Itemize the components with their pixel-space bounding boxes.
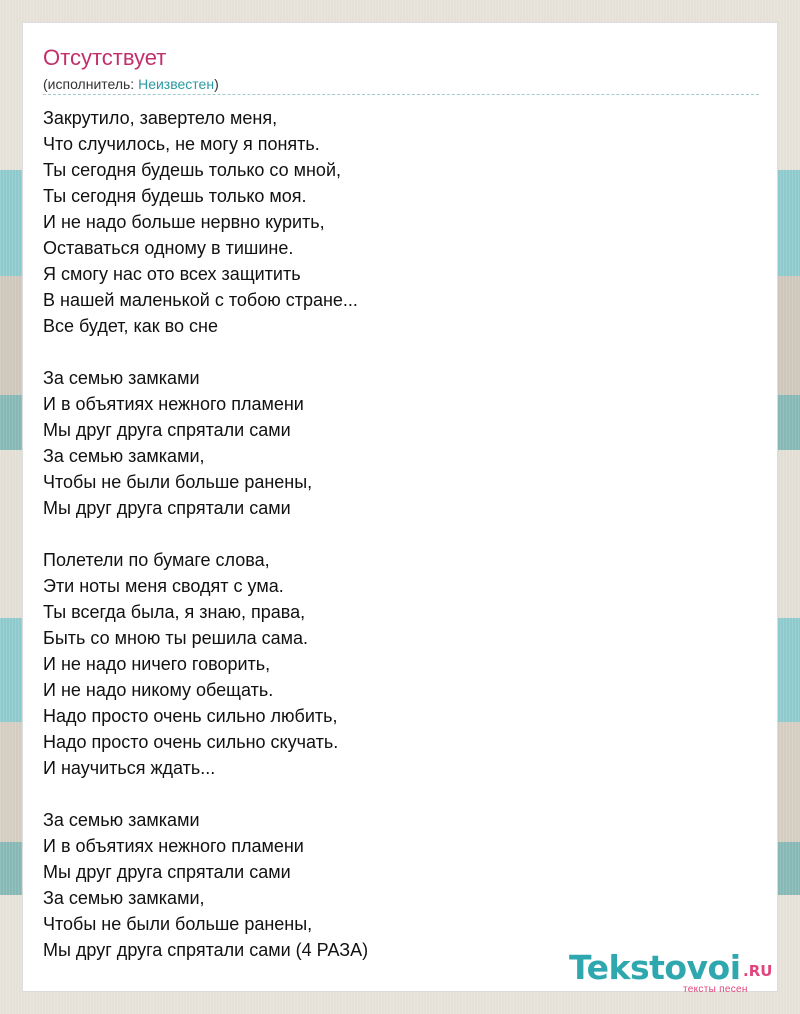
- lyric-line: Что случилось, не могу я понять.: [43, 134, 320, 154]
- lyrics-text: [43, 105, 759, 963]
- lyric-line: Надо просто очень сильно любить,: [43, 706, 338, 726]
- lyric-line: Полетели по бумаге слова,: [43, 550, 270, 570]
- lyric-line: И в объятиях нежного пламени: [43, 836, 304, 856]
- stanza-gap: [43, 781, 759, 807]
- lyric-line: И не надо ничего говорить,: [43, 654, 271, 674]
- stanza-gap: [43, 339, 759, 365]
- song-title: Отсутствует: [43, 45, 167, 70]
- lyric-line: Быть со мною ты решила сама.: [43, 628, 309, 648]
- lyrics-card: [22, 22, 778, 995]
- lyric-line: Надо просто очень сильно скучать.: [43, 732, 339, 752]
- lyric-line: Оставаться одному в тишине.: [43, 238, 294, 258]
- artist-line: [43, 75, 219, 93]
- logo-tagline: тексты песен: [683, 984, 748, 995]
- lyric-line: Закрутило, завертело меня,: [43, 108, 278, 128]
- lyric-line: Ты всегда была, я знаю, права,: [43, 602, 306, 622]
- lyric-line: Мы друг друга спрятали сами: [43, 498, 291, 518]
- lyric-line: Мы друг друга спрятали сами: [43, 420, 291, 440]
- logo-brand: Tekstovoi: [569, 948, 741, 987]
- lyric-line: За семью замками: [43, 368, 200, 388]
- lyric-line: В нашей маленькой с тобою стране...: [43, 290, 358, 310]
- lyric-line: За семью замками: [43, 810, 200, 830]
- artist-suffix: ): [214, 76, 219, 92]
- lyric-line: Мы друг друга спрятали сами (4 РАЗА): [43, 940, 369, 960]
- artist-prefix: (исполнитель:: [43, 76, 139, 92]
- logo-tld: .RU: [743, 962, 773, 980]
- lyric-line: Ты сегодня будешь только со мной,: [43, 160, 342, 180]
- lyric-line: Я смогу нас ото всех защитить: [43, 264, 301, 284]
- lyric-line: Эти ноты меня сводят с ума.: [43, 576, 284, 596]
- lyric-line: Все будет, как во сне: [43, 316, 218, 336]
- lyric-line: И не надо никому обещать.: [43, 680, 274, 700]
- artist-link[interactable]: Неизвестен: [138, 76, 215, 92]
- title-divider: [43, 94, 759, 95]
- lyric-line: И научиться ждать...: [43, 758, 216, 778]
- lyric-line: Чтобы не были больше ранены,: [43, 472, 313, 492]
- lyric-line: И в объятиях нежного пламени: [43, 394, 304, 414]
- lyric-line: За семью замками,: [43, 446, 205, 466]
- lyric-line: Чтобы не были больше ранены,: [43, 914, 313, 934]
- lyric-line: За семью замками,: [43, 888, 205, 908]
- lyric-line: Ты сегодня будешь только моя.: [43, 186, 307, 206]
- stanza-gap: [43, 521, 759, 547]
- lyric-line: Мы друг друга спрятали сами: [43, 862, 291, 882]
- site-logo[interactable]: [569, 949, 779, 993]
- lyric-line: И не надо больше нервно курить,: [43, 212, 325, 232]
